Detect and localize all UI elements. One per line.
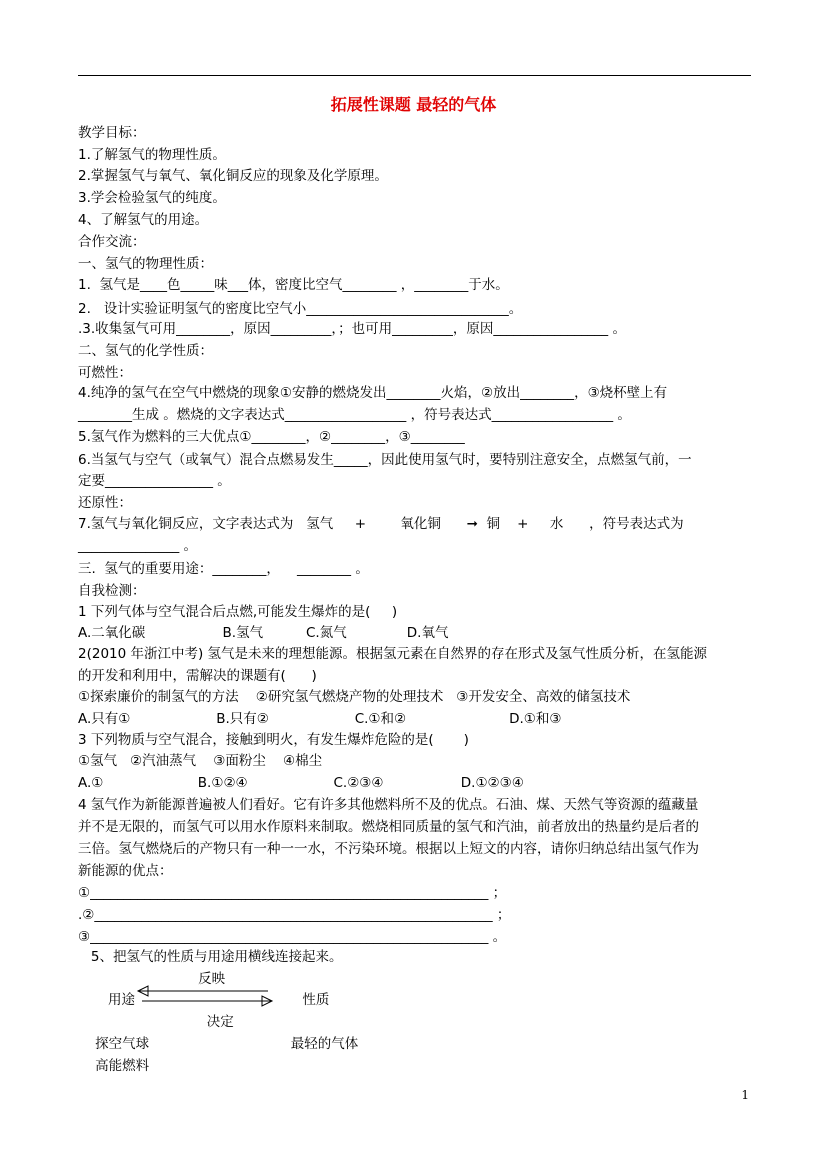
- page-number: 1: [741, 1088, 749, 1102]
- text-line: _______________ 。: [78, 538, 198, 554]
- text-line: ①___________________________________________________________ ；: [78, 885, 507, 901]
- text-line: 用途 性质: [78, 992, 330, 1008]
- text-line: 并不是无限的，而氢气可以用水作原料来制取。燃烧相同质量的氢气和汽油，前者放出的热量约是后者的: [78, 819, 699, 835]
- text-line: 自我检测：: [78, 583, 146, 599]
- text-line: ①氢气 ②汽油蒸气 ③面粉尘 ④棉尘: [78, 753, 323, 769]
- text-line: 探空气球 最轻的气体: [78, 1036, 359, 1052]
- page-title: 拓展性课题 最轻的气体: [330, 95, 497, 114]
- text-line: ________生成 。燃烧的文字表达式__________________ ，符号表达式__________________ 。: [78, 407, 631, 423]
- text-line: 三. 氢气的重要用途：________， ________ 。: [78, 561, 369, 577]
- text-line: 4、了解氢气的用途。: [78, 212, 209, 228]
- text-line: 可燃性：: [78, 365, 132, 381]
- text-line: A.只有① B.只有② C.①和② D.①和③: [78, 711, 562, 727]
- text-line: A.二氧化碳 B.氢气 C.氮气 D.氧气: [78, 625, 449, 641]
- text-line: 一、氢气的物理性质：: [78, 256, 213, 272]
- text-line: 还原性：: [78, 495, 132, 511]
- text-line: ③___________________________________________________________ 。: [78, 929, 507, 945]
- text-line: 1.了解氢气的物理性质。: [78, 147, 226, 163]
- text-line: 5.氢气作为燃料的三大优点①________，②________，③________: [78, 429, 465, 445]
- text-line: 二、氢气的化学性质：: [78, 343, 213, 359]
- text-line: 1 下列气体与空气混合后点燃,可能发生爆炸的是( ): [78, 604, 398, 620]
- text-line: 7.氢气与氧化铜反应，文字表达式为 氢气 + 氧化铜 ➞ 铜 + 水 ，符号表达式为: [78, 516, 684, 532]
- text-line: 5、把氢气的性质与用途用横线连接起来。: [78, 949, 343, 965]
- text-line: 决定: [78, 1014, 234, 1030]
- text-line: 3 下列物质与空气混合，接触到明火，有发生爆炸危险的是( ): [78, 732, 469, 748]
- header-rule: [78, 75, 751, 76]
- text-line: 3.学会检验氢气的纯度。: [78, 190, 226, 206]
- text-line: 2.掌握氢气与氧气、氧化铜反应的现象及化学原理。: [78, 168, 388, 184]
- text-line: 2(2010 年浙江中考) 氢气是未来的理想能源。根据氢元素在自然界的存在形式及氢气性质分析，在氢能源: [78, 646, 708, 662]
- text-line: ①探索廉价的制氢气的方法 ②研究氢气燃烧产物的处理技术 ③开发安全、高效的储氢技术: [78, 689, 631, 705]
- text-line: 高能燃料: [78, 1058, 150, 1074]
- text-line: 合作交流：: [78, 234, 146, 250]
- text-line: 反映: [78, 971, 226, 987]
- text-line: 6.当氢气与空气（或氧气）混合点燃易发生_____，因此使用氢气时，要特别注意安全，点燃氢气前，一: [78, 452, 692, 468]
- text-line: 4.纯净的氢气在空气中燃烧的现象①安静的燃烧发出________火焰，②放出________，③烧杯壁上有: [78, 385, 668, 401]
- text-line: 的开发和利用中，需解决的课题有( ): [78, 668, 317, 684]
- text-line: A.① B.①②④ C.②③④ D.①②③④: [78, 775, 524, 791]
- text-line: 1. 氢气是____色_____味___体，密度比空气________ ，________于水。: [78, 277, 509, 293]
- relation-arrows: [136, 985, 276, 1007]
- text-line: 三倍。氢气燃烧后的产物只有一种一一水，不污染环境。根据以上短文的内容，请你归纳总结出氢气作为: [78, 841, 699, 857]
- text-line: .3.收集氢气可用________，原因_________，；也可用_________，原因_________________ 。: [78, 321, 626, 337]
- text-line: 定要________________ 。: [78, 473, 231, 489]
- text-line: .②___________________________________________________________ ；: [78, 907, 511, 923]
- text-line: 2. 设计实验证明氢气的密度比空气小______________________________。: [78, 301, 523, 317]
- text-line: 教学目标：: [78, 125, 146, 141]
- text-line: 新能源的优点：: [78, 863, 173, 879]
- text-line: 4 氢气作为新能源普遍被人们看好。它有许多其他燃料所不及的优点。石油、煤、天然气等资源的蕴藏量: [78, 797, 699, 813]
